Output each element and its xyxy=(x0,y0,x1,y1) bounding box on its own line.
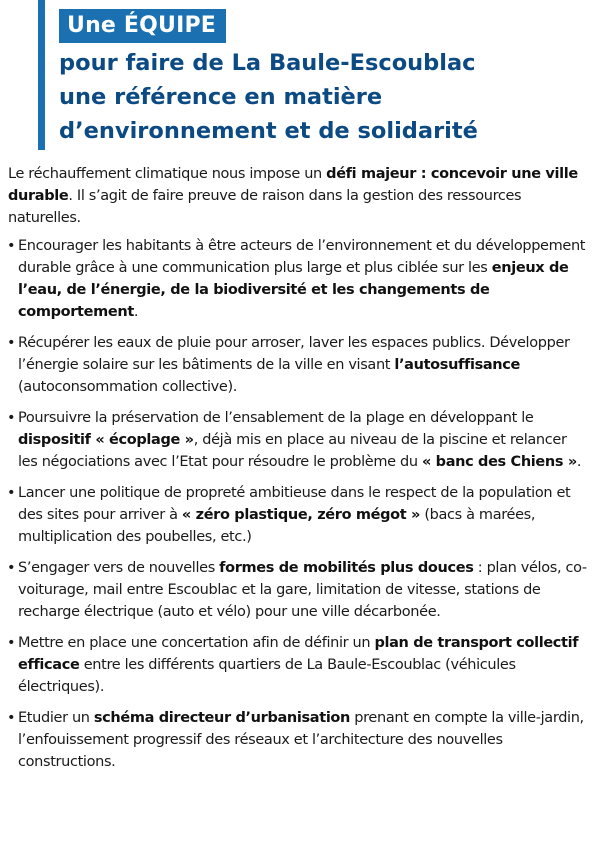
bullet-icon: • xyxy=(7,238,16,254)
list-item xyxy=(6,632,590,698)
item-text-1: S’engager vers de nouvelles xyxy=(18,560,220,576)
item-text-2: entre les différents quartiers de La Baule-Escoublac (véhicules électriques). xyxy=(18,657,516,695)
item-text-1: Récupérer les eaux de pluie pour arroser, laver les espaces publics. Développer l’énergie solaire sur les bâtiments de la ville en visant xyxy=(18,335,570,373)
list-item xyxy=(6,407,590,473)
item-text-1: Encourager les habitants à être acteurs de l’environnement et du développement durable grâce à une communication plus large et plus ciblée sur les xyxy=(18,238,586,276)
bullet-icon: • xyxy=(7,410,16,426)
intro-text-1: Le réchauffement climatique nous impose un xyxy=(8,166,327,182)
team-badge: Une ÉQUIPE xyxy=(59,9,226,43)
item-text-2: prenant en compte la ville-jardin, l’enfouissement progressif des réseaux et l’architecture des nouvelles constructions. xyxy=(18,710,584,770)
item-text-2: , déjà mis en place au niveau de la piscine et relancer les négociations avec l’Etat pour résoudre le problème du xyxy=(18,432,567,470)
title-line-1: pour faire de La Baule-Escoublac xyxy=(59,50,476,76)
measures-list xyxy=(6,235,590,773)
item-text-1: Lancer une politique de propreté ambitieuse dans le respect de la population et des sites pour arriver à xyxy=(18,485,571,523)
list-item xyxy=(6,482,590,548)
list-item xyxy=(6,557,590,623)
section-header xyxy=(38,0,578,150)
bullet-icon: • xyxy=(7,335,16,351)
bullet-icon: • xyxy=(7,710,16,726)
item-text-2: . xyxy=(133,304,139,320)
list-item xyxy=(6,707,590,773)
item-text-1: Etudier un xyxy=(18,710,94,726)
item-emphasis-1: dispositif « écoplage » xyxy=(18,432,194,448)
bullet-icon: • xyxy=(7,635,16,651)
item-emphasis-1: schéma directeur d’urbanisation xyxy=(93,710,351,726)
item-emphasis-1: « zéro plastique, zéro mégot » xyxy=(181,507,421,523)
item-text-2: : plan vélos, co-voiturage, mail entre Escoublac et la gare, limitation de vitesse, stations de recharge électrique (auto et vélo) pour une ville décarbonée. xyxy=(18,560,587,620)
item-emphasis-1: l’autosuffisance xyxy=(394,357,520,373)
list-item xyxy=(6,332,590,398)
item-text-3: . xyxy=(576,454,582,470)
item-emphasis-2: « banc des Chiens » xyxy=(421,454,577,470)
title-line-3: d’environnement et de solidarité xyxy=(59,118,478,144)
item-text-1: Poursuivre la préservation de l’ensablement de la plage en développant le xyxy=(18,410,534,426)
bullet-icon: • xyxy=(7,485,16,501)
item-emphasis-1: formes de mobilités plus douces xyxy=(219,560,474,576)
section-title xyxy=(59,46,584,148)
item-text-2: (bacs à marées, multiplication des poubelles, etc.) xyxy=(18,507,536,545)
item-emphasis-1: enjeux de l’eau, de l’énergie, de la biodiversité et les changements de comportement xyxy=(18,260,569,320)
intro-emphasis: défi majeur : concevoir une ville durable xyxy=(8,166,578,204)
list-item xyxy=(6,235,590,323)
bullet-icon: • xyxy=(7,560,16,576)
intro-paragraph xyxy=(6,163,590,229)
item-emphasis-1: plan de transport collectif efficace xyxy=(18,635,579,673)
item-text-1: Mettre en place une concertation afin de définir un xyxy=(18,635,375,651)
item-text-2: (autoconsommation collective). xyxy=(18,379,238,395)
article-body xyxy=(6,163,590,782)
intro-text-2: . Il s’agit de faire preuve de raison dans la gestion des ressources naturelles. xyxy=(8,188,522,226)
title-line-2: une référence en matière xyxy=(59,84,383,110)
